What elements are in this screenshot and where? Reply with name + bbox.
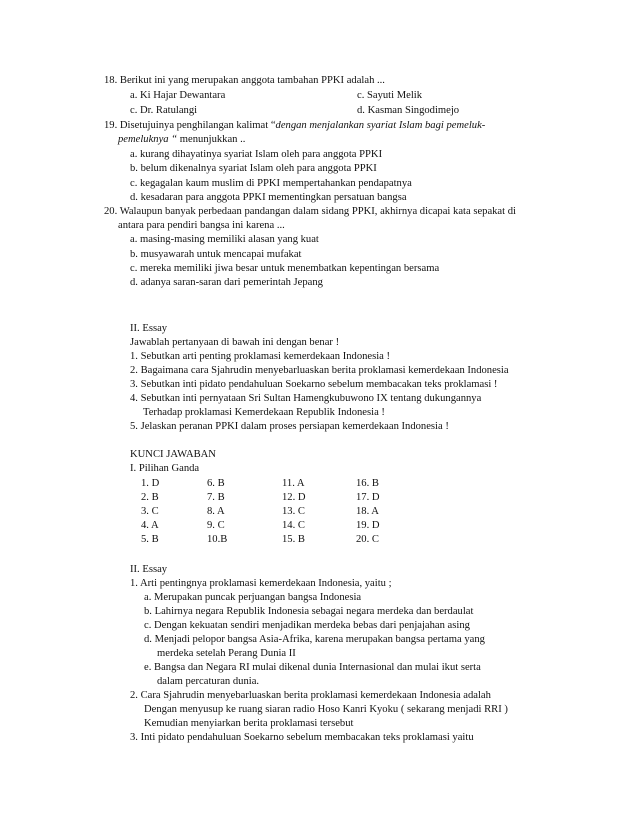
answer-key-title: KUNCI JAWABAN xyxy=(130,449,216,460)
answer-1a: a. Merupakan puncak perjuangan bangsa Indonesia xyxy=(144,592,362,603)
essay-question-5: 5. Jelaskan peranan PPKI dalam proses persiapan kemerdekaan Indonesia ! xyxy=(130,421,449,432)
essay-instruction: Jawablah pertanyaan di bawah ini dengan benar ! xyxy=(130,337,340,348)
essay-question-4: 4. Sebutkan inti pernyataan Sri Sultan Hamengkubuwono IX tentang dukungannya xyxy=(130,393,482,404)
answer-key-pg-title: I. Pilihan Ganda xyxy=(130,463,200,474)
answer-key-cell: 8. A xyxy=(207,506,225,517)
answer-3: 3. Inti pidato pendahuluan Soekarno sebelum membacakan teks proklamasi yaitu xyxy=(130,732,474,743)
answer-key-cell: 12. D xyxy=(282,492,306,503)
q20-option-a: a. masing-masing memiliki alasan yang kuat xyxy=(130,234,319,245)
answer-key-cell: 16. B xyxy=(356,478,379,489)
q19-stem-d: menunjukkan .. xyxy=(177,134,246,145)
essay-question-1: 1. Sebutkan arti penting proklamasi kemerdekaan Indonesia ! xyxy=(130,351,391,362)
q20-option-c: c. mereka memiliki jiwa besar untuk menembatkan kepentingan bersama xyxy=(130,263,440,274)
answer-1b: b. Lahirnya negara Republik Indonesia sebagai negara merdeka dan berdaulat xyxy=(144,606,474,617)
q18-option-d: d. Kasman Singodimejo xyxy=(357,105,460,116)
answer-1e-cont: dalam percaturan dunia. xyxy=(157,676,260,687)
answer-key-cell: 4. A xyxy=(141,520,159,531)
answer-1d-cont: merdeka setelah Perang Dunia II xyxy=(157,648,296,659)
answer-key-cell: 3. C xyxy=(141,506,159,517)
q19-option-b: b. belum dikenalnya syariat Islam oleh para anggota PPKI xyxy=(130,163,377,174)
essay-question-2: 2. Bagaimana cara Sjahrudin menyebarluaskan berita proklamasi kemerdekaan Indonesia xyxy=(130,365,509,376)
answer-key-cell: 11. A xyxy=(282,478,305,489)
answer-key-cell: 9. C xyxy=(207,520,225,531)
q18-stem: 18. Berikut ini yang merupakan anggota tambahan PPKI adalah ... xyxy=(104,75,385,86)
q18-option-a: a. Ki Hajar Dewantara xyxy=(130,90,226,101)
answer-key-cell: 6. B xyxy=(207,478,225,489)
q19-stem-line1 xyxy=(104,119,485,132)
q18-option-c: c. Sayuti Melik xyxy=(357,90,423,101)
essay-question-4-cont: Terhadap proklamasi Kemerdekaan Republik Indonesia ! xyxy=(143,407,385,418)
answer-2-cont-1: Dengan menyusup ke ruang siaran radio Hoso Kanri Kyoku ( sekarang menjadi RRI ) xyxy=(144,704,508,715)
q19-stem-italic-2: pemeluknya “ xyxy=(118,134,178,145)
q19-stem-italic: dengan menjalankan syariat Islam bagi pemeluk- xyxy=(275,120,486,131)
answer-key-cell: 15. B xyxy=(282,534,305,545)
answer-2: 2. Cara Sjahrudin menyebarluaskan berita proklamasi kemerdekaan Indonesia adalah xyxy=(130,690,491,701)
essay-title: II. Essay xyxy=(130,323,168,334)
answer-key-cell: 14. C xyxy=(282,520,305,531)
answer-key-cell: 2. B xyxy=(141,492,159,503)
q20-option-b: b. musyawarah untuk mencapai mufakat xyxy=(130,249,302,260)
answer-2-cont-2: Kemudian menyiarkan berita proklamasi tersebut xyxy=(144,718,354,729)
answer-key-cell: 10.B xyxy=(207,534,228,545)
answer-1c: c. Dengan kekuatan sendiri menjadikan merdeka bebas dari penjajahan asing xyxy=(144,620,470,631)
answer-key-cell: 17. D xyxy=(356,492,380,503)
answer-key-cell: 1. D xyxy=(141,478,160,489)
answer-key-cell: 19. D xyxy=(356,520,380,531)
answer-key-cell: 13. C xyxy=(282,506,305,517)
answer-key-cell: 7. B xyxy=(207,492,225,503)
answer-key-essay-title: II. Essay xyxy=(130,564,168,575)
answer-1: 1. Arti pentingnya proklamasi kemerdekaan Indonesia, yaitu ; xyxy=(130,578,392,589)
q20-option-d: d. adanya saran-saran dari pemerintah Jepang xyxy=(130,277,323,288)
answer-1e: e. Bangsa dan Negara RI mulai dikenal dunia Internasional dan mulai ikut serta xyxy=(144,662,481,673)
answer-key-cell: 5. B xyxy=(141,534,159,545)
q19-option-c: c. kegagalan kaum muslim di PPKI mempertahankan pendapatnya xyxy=(130,178,412,189)
answer-key-cell: 18. A xyxy=(356,506,379,517)
q19-stem-a: 19. Disetujuinya penghilangan kalimat “ xyxy=(104,120,276,131)
answer-1d: d. Menjadi pelopor bangsa Asia-Afrika, karena merupakan bangsa pertama yang xyxy=(144,634,485,645)
q20-stem-line1: 20. Walaupun banyak perbedaan pandangan dalam sidang PPKI, akhirnya dicapai kata sepakat di xyxy=(104,206,516,217)
q20-stem-line2: antara para pendiri bangsa ini karena ... xyxy=(118,220,285,231)
answer-key-cell: 20. C xyxy=(356,534,379,545)
q18-option-b: c. Dr. Ratulangi xyxy=(130,105,198,116)
q19-option-d: d. kesadaran para anggota PPKI mementingkan persatuan bangsa xyxy=(130,192,407,203)
q19-option-a: a. kurang dihayatinya syariat Islam oleh para anggota PPKI xyxy=(130,149,383,160)
essay-question-3: 3. Sebutkan inti pidato pendahuluan Soekarno sebelum membacakan teks proklamasi ! xyxy=(130,379,498,390)
q19-stem-line2 xyxy=(118,133,245,146)
